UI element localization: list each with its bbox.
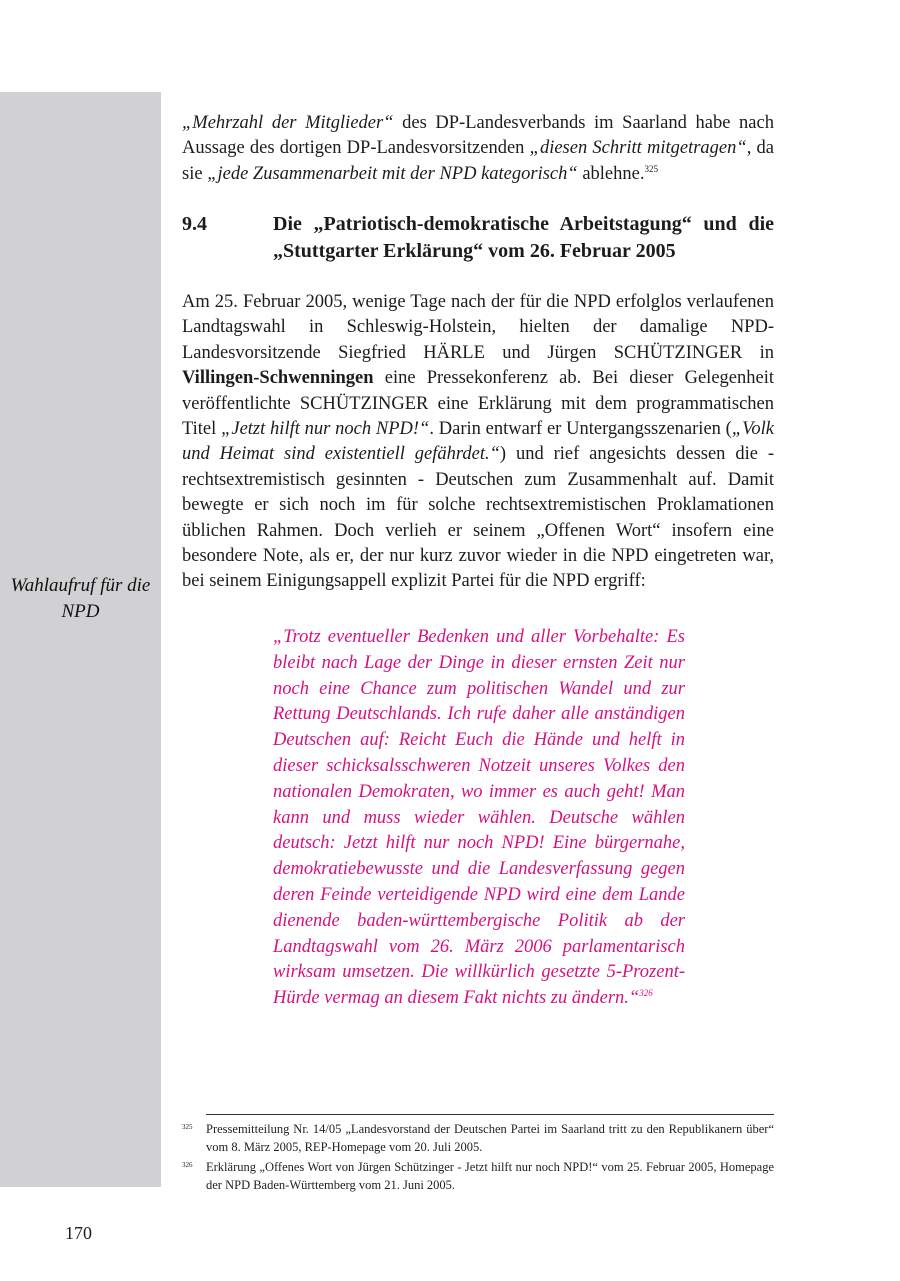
intro-quote-1: „Mehrzahl der Mitglieder“ [182, 113, 394, 133]
main-text-3: . Darin entwarf er Untergangsszenarien ( [429, 419, 732, 440]
footnote-text: Erklärung „Offenes Wort von Jürgen Schützinger - Jetzt hilft nur noch NPD!“ vom 25. Februar 2005, Homepage der NPD Baden-Württemberg vom 21. Juni 2005. [206, 1160, 774, 1192]
intro-text-2: , da sie [182, 138, 774, 184]
footnotes [182, 1120, 774, 1196]
footnote-divider [206, 1114, 774, 1115]
block-quote [273, 625, 685, 1012]
place-name: Villingen-Schwenningen [182, 368, 374, 389]
intro-paragraph [182, 111, 774, 187]
footnote-text: Pressemitteilung Nr. 14/05 „Landesvorstand der Deutschen Partei im Saarland tritt zu den Republikanern über“ vom 8. März 2005, REP-Homepage vom 20. Juli 2005. [206, 1122, 774, 1154]
main-quote-title: „Jetzt hilft nur noch NPD!“ [221, 419, 430, 440]
section-heading [182, 211, 774, 265]
main-quote-2: „Volk und Heimat sind existentiell gefährdet.“ [182, 419, 774, 465]
block-quote-text: „Trotz eventueller Bedenken und aller Vorbehalte: Es bleibt nach Lage der Dinge in dieser ernsten Zeit nur noch eine Chance zum politischen Wandel und zur Rettung Deutschlands. Ich rufe daher alle anständigen Deutschen auf: Reicht Euch die Hände und helft in dieser schicksalsschweren Notzeit unseres Volkes den nationalen Demokraten, wo immer es auch geht! Man kann und muss wieder wählen. Deutsche wählen deutsch: Jetzt hilft nur noch NPD! Eine bürgernahe, demokratiebewusste und die Landesverfassung gegen deren Feinde verteidigende NPD wird eine dem Lande dienende baden-württembergische Politik ab der Landtagswahl vom 26. März 2006 parlamentarisch wirksam umsetzen. Die willkürlich gesetzte 5-Prozent-Hürde vermag an diesem Fakt nichts zu ändern.“ [273, 627, 685, 1009]
margin-note: Wahlaufruf für die NPD [10, 575, 151, 622]
page-sidebar [0, 92, 161, 1187]
intro-quote-2: „diesen Schritt mitgetragen“ [529, 138, 747, 159]
footnote-ref-325[interactable]: 325 [644, 163, 658, 174]
footnote-326 [182, 1158, 774, 1194]
intro-text-3: ablehne. [577, 163, 645, 184]
intro-text-1: des DP-Landesverbands im Saarland habe nach Aussage des dortigen DP-Landesvorsitzenden [182, 113, 774, 159]
footnote-ref-326[interactable]: 326 [639, 988, 653, 998]
main-text-1: Am 25. Februar 2005, wenige Tage nach der für die NPD erfolglos verlaufenen Landtagswahl in Schleswig-Holstein, hielten der damalige NPD-Landesvorsitzende Siegfried HÄRLE und Jürgen SCHÜTZINGER in [182, 292, 774, 363]
footnote-number: 326 [182, 1161, 193, 1169]
page-number: 170 [65, 1223, 92, 1243]
main-text-4: ) und rief angesichts dessen die - rechtsextremistisch gesinnten - Deutschen zum Zusammenhalt auf. Damit bewegte er sich noch im für solche rechtsextremistischen Proklamationen üblichen Rahmen. Doch verlieh er seinem „Offenen Wort“ insofern eine besondere Note, als er, der nur kurz zuvor wieder in die NPD eingetreten war, bei seinem Einigungsappell explizit Partei für die NPD ergriff: [182, 444, 774, 592]
section-title: Die „Patriotisch-demokratische Arbeitstagung“ und die „Stuttgarter Erklärung“ vom 26. Februar 2005 [273, 213, 774, 262]
section-number: 9.4 [182, 213, 207, 235]
main-text-2: eine Pressekonferenz ab. Bei dieser Gelegenheit veröffentlichte SCHÜTZINGER eine Erklärung mit dem programmatischen Titel [182, 368, 774, 440]
footnote-number: 325 [182, 1123, 193, 1131]
main-paragraph [182, 290, 774, 595]
footnote-325 [182, 1120, 774, 1156]
intro-quote-3: „jede Zusammenarbeit mit der NPD kategorisch“ [207, 163, 578, 184]
